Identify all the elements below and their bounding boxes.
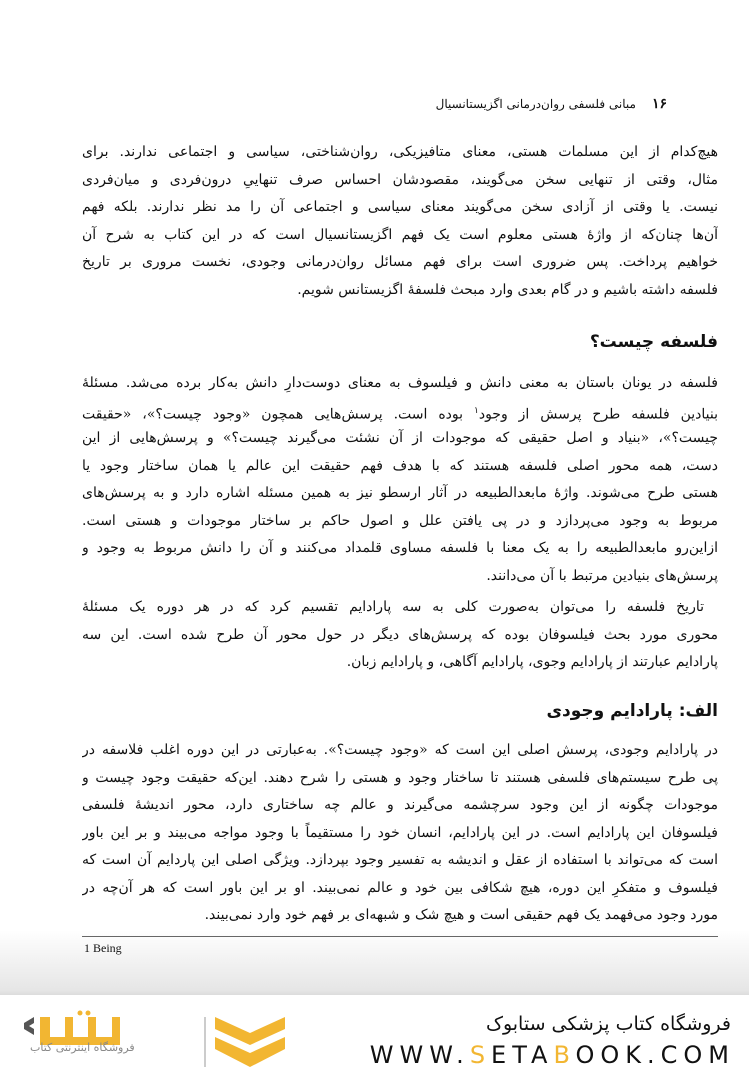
text-line: آن‌ها چنان‌که از واژهٔ هستی معلوم است یک فهم اگزیستانسیال است که در این کتاب به شرح آن — [82, 226, 718, 243]
text-line: پرسش‌های بنیادین مرتبط با آن می‌دانند. — [486, 567, 718, 584]
section-heading: فلسفه چیست؟ — [589, 332, 718, 352]
paragraph-1 — [82, 139, 718, 304]
store-name: فروشگاه کتاب پزشکی ستابوک — [485, 1013, 731, 1035]
store-url[interactable] — [370, 1041, 735, 1069]
text-line: دست، همه محور اصلی فلسفه هستند که با هدف فهم حقیقت این عالم یا همان ساختار وجود یا — [82, 457, 718, 474]
logo-tagline: فروشگاه اینترنتی کتاب — [30, 1041, 135, 1054]
text-line: فیلسوف و متفکرِ این دوره، هیچ شکافی بین خود و عالم نمی‌بیند. او بر این باور است که هر آن‌چه در — [82, 879, 718, 896]
text-line: پارادایم عبارتند از پارادایم وجوی، پارادایم آگاهی، و پارادایم زبان. — [346, 654, 718, 670]
text-span: بوده است. پرسش‌هایی همچون «وجود چیست؟»، «حقیقت — [82, 406, 474, 423]
store-banner — [0, 995, 749, 1079]
text-line: فلسفه داشته باشیم و در گام بعدی وارد مبحث فلسفهٔ اگزیستانس شویم. — [297, 281, 718, 298]
paragraph-2 — [82, 370, 718, 590]
running-title: مبانی فلسفی روان‌درمانی اگزیستانسیال — [435, 97, 636, 111]
footnote-marker[interactable]: ۱ — [474, 405, 479, 416]
text-line — [82, 398, 718, 426]
text-line: هستی طرح می‌شوند. واژهٔ مابعدالطبیعه در آثار ارسطو نیز به همین مسئله اشاره دارد و به پرسش‌های — [82, 485, 718, 501]
url-part: ETA — [491, 1041, 554, 1069]
text-span: بنیادین فلسفه طرح پرسش از وجود — [478, 406, 718, 423]
text-line: نیست. یا وقتی از آزادی سخن می‌گویند معنای سیاسی و اجتماعی آن را مد نظر ندارند. بلکه فهم — [82, 199, 718, 215]
text-line: خواهیم پرداخت. پس ضروری است برای فهم مسائل روان‌درمانی وجودی، نخست مروری بر تاریخ — [82, 254, 718, 270]
text-line: است که می‌تواند با استفاده از عقل و اندیشه به تفسیر وجود بپردازد. ویژگی اصلی این پاردایم آن است که — [82, 852, 718, 868]
text-line: مربوط به وجود می‌پردازد و در پی یافتن علل و اصول حاکم بر ساختار موجودات و هستی است. — [82, 512, 718, 529]
text-line: ازاین‌رو مابعدالطبیعه را به یک معنا با فلسفه مساوی قلمداد می‌کنند و آن را دانش مربوط به وجود و — [82, 540, 718, 556]
text-line: فلسفه در یونان باستان به معنی دانش و فیلسوف به معنای دوست‌دارِ دانش به‌کار برده می‌شد. مسئلهٔ — [82, 375, 718, 391]
text-line: محوری مورد بحث فیلسوفان بوده که پرسش‌های دیگر در حول محور آن طرح شده است. این سه — [82, 626, 718, 643]
text-line: فیلسوفان این پارادایم است. در این پارادایم، انسان خود را مستقیماً با وجود مواجه می‌بیند و بر این باور — [82, 824, 718, 841]
text-line: هیچ‌کدام از این مسلمات هستی، معنای متافیزیکی، روان‌شناختی، سیاسی و اجتماعی ندارند. برای — [82, 144, 718, 160]
text-line: مثال، وقتی از تنهایی سخن می‌گویند، مقصودشان احساس صرف تنهاییِ درون‌فردی و میان‌فردی — [82, 171, 718, 188]
text-line: پی طرح سیستم‌های فلسفی هستند تا ساختار وجود و هستی را شرح دهند. این‌که حقیقت وجود چیست و — [82, 769, 718, 786]
section-heading: الف: پارادایم وجودی — [546, 701, 718, 721]
url-part: WWW. — [369, 1041, 470, 1069]
url-part: B — [553, 1041, 576, 1069]
footnote-divider — [82, 936, 718, 937]
page-number: ۱۶ — [651, 96, 667, 112]
text-line: در پارادایم وجودی، پرسش اصلی این است که «وجود چیست؟». به‌عبارتی در این دوره اغلب فلاسفه در — [82, 742, 718, 758]
text-line: مورد وجود می‌فهمد یک فهم حقیقی است و هیچ شک و شبهه‌ای بر فهم خود وارد نمی‌بیند. — [204, 907, 718, 923]
url-part: S — [469, 1041, 492, 1069]
running-header — [436, 96, 667, 112]
footnote: 1 Being — [84, 941, 122, 955]
url-part: OOK.COM — [575, 1041, 735, 1069]
text-line: تاریخ فلسفه را می‌توان به‌صورت کلی به سه پارادایم تقسیم کرد که در هر دوره یک مسئلهٔ — [82, 599, 704, 615]
paragraph-4 — [82, 737, 718, 930]
paragraph-3 — [82, 594, 718, 677]
text-line: موجودات چگونه از این وجود سرچشمه می‌گیرند و عالم چه ساختاری دارد، محور اندیشهٔ فلسفی — [82, 797, 718, 813]
text-line: چیست؟»، «بنیاد و اصل حقیقی که موجودات از آن نشئت می‌گیرند چیست؟» و پرسش‌هایی از این — [82, 430, 718, 446]
